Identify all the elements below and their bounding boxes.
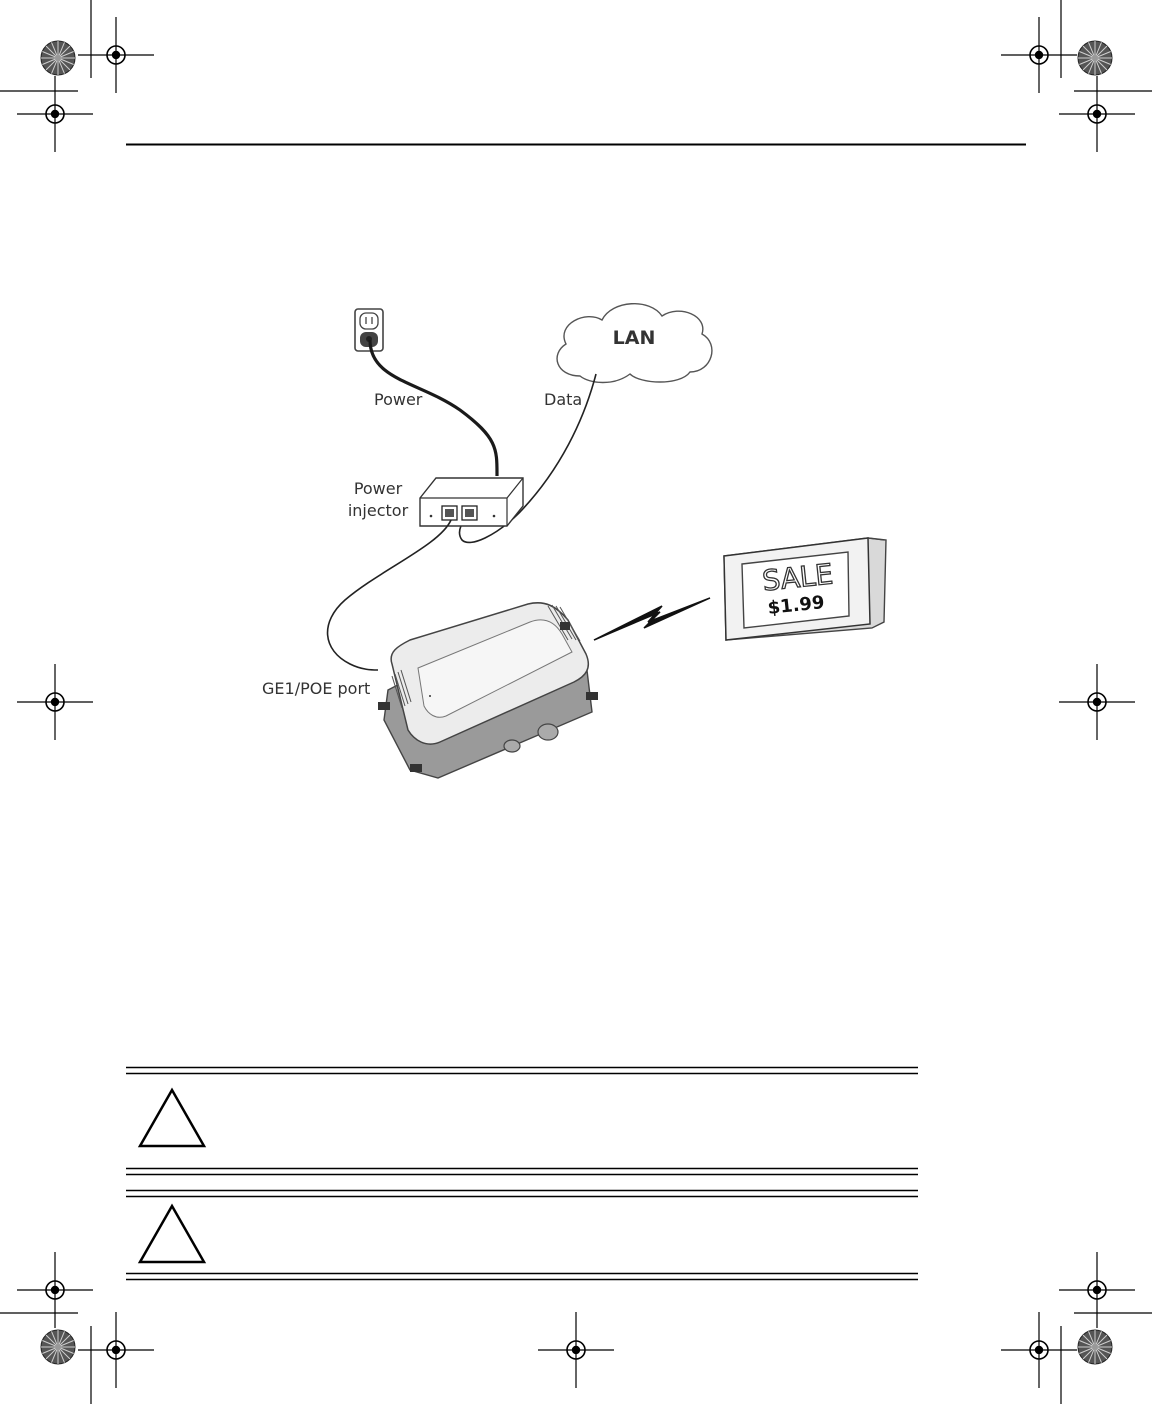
- network-diagram: [262, 304, 886, 778]
- power-injector-icon: [420, 478, 523, 526]
- port-label: GE1/POE port: [262, 679, 371, 698]
- registration-mark-icon: [17, 1252, 93, 1328]
- price-tag-headline: SALE: [760, 557, 835, 598]
- registration-mark-icon: [1001, 1312, 1077, 1388]
- starburst-mark-icon: [41, 1330, 75, 1364]
- registration-mark-icon: [538, 1312, 614, 1388]
- registration-mark-icon: [17, 664, 93, 740]
- wireless-signal-icon: [594, 598, 710, 640]
- registration-mark-icon: [78, 1312, 154, 1388]
- registration-mark-icon: [17, 76, 93, 152]
- price-tag-price: $1.99: [766, 592, 826, 619]
- starburst-mark-icon: [41, 41, 75, 75]
- caution-notice: [126, 1068, 918, 1175]
- power-injector-label-line1: Power: [353, 479, 403, 498]
- starburst-mark-icon: [1078, 41, 1112, 75]
- power-injector-label-line2: injector: [347, 501, 409, 520]
- power-label: Power: [374, 390, 423, 409]
- data-label: Data: [544, 390, 583, 409]
- lan-label: LAN: [612, 327, 656, 349]
- warning-notice: [126, 1191, 918, 1280]
- access-point-icon: [378, 603, 598, 778]
- registration-mark-icon: [1001, 17, 1077, 93]
- starburst-mark-icon: [1078, 1330, 1112, 1364]
- warning-icon: [140, 1090, 204, 1146]
- registration-mark-icon: [1059, 664, 1135, 740]
- registration-mark-icon: [78, 17, 154, 93]
- registration-mark-icon: [1059, 76, 1135, 152]
- warning-icon: [140, 1206, 204, 1262]
- registration-mark-icon: [1059, 1252, 1135, 1328]
